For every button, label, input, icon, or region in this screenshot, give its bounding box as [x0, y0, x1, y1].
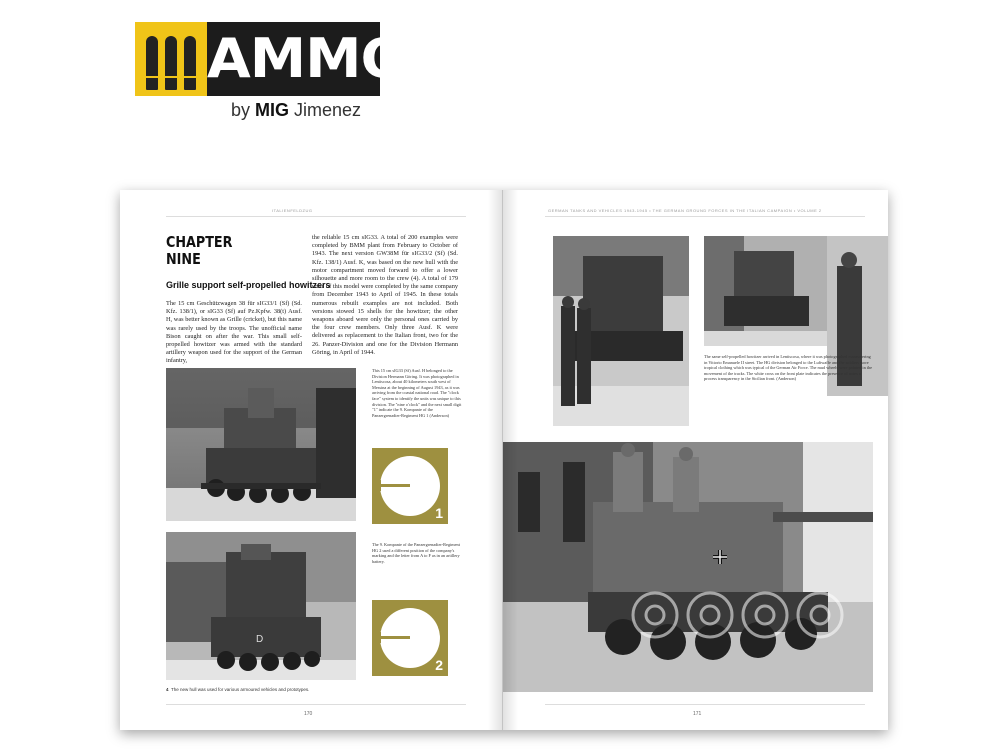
photo-grille-maneuvering	[503, 442, 873, 692]
page-number: 171	[693, 711, 702, 717]
marking-number: 2	[435, 657, 443, 673]
clock-hand	[380, 636, 410, 639]
photo-crew-with-grille	[553, 236, 689, 426]
clock-hand	[380, 484, 410, 487]
body-text-col2: the reliable 15 cm sIG33. A total of 200 examples were completed by BMM plant from February to October of 1943. The next version GW38M für sIG33/2 (Sf) (Sd. Kfz. 138/1) Ausf. K, was based on the new hull with the motor compartment moved forward to offer a lower silhouette and more room to the crew (4). A total of 179 units of this model were completed by the same company from December 1943 to April of 1945. In these totals numerous rebuilt examples are not included. Both versions stowed 15 shells for the howitzer; the other weapons aboard were only the personal ones carried by the four crew members. Only three Ausf. K were delivered as replacement to the Italian front, two for the 26. Panzer-Division and one for the Division Hermann Göring, in April of 1944.	[312, 234, 458, 356]
logo-byline: by MIG Jimenez	[231, 100, 362, 120]
svg-text:D: D	[256, 634, 264, 645]
section-heading: Grille support self-propelled howitzers	[166, 280, 331, 290]
book-spread	[120, 190, 888, 730]
running-head: GERMAN TANKS AND VEHICLES 1943-1945 • THE GERMAN GROUND FORCES IN THE ITALIAN CAMPAIGN • VOLUME 2	[548, 208, 822, 213]
ammo-logo	[135, 22, 408, 122]
footer-rule	[166, 704, 466, 705]
bullet-icon	[165, 36, 177, 90]
photo-grille-rear	[166, 532, 356, 680]
photo1-caption: This 15 cm sIG33 (Sf) Ausf. H belonged to the Division Hermann Göring. It was photographed in Lentiscosa, about 40 kilometers south west of Messina at the beginning of August 1943, as it was arriving from the coastal national road. The "clock face" system to identify the units was unique to this division. The "nine o'clock" and the next small digit "1" indicate the 9. Kompanie of the Panzergrenadier-Regiment HG 1 (Anderson)	[372, 368, 462, 418]
bullet-icon	[146, 36, 158, 90]
photo2-caption: The 9. Kompanie of the Panzergrenadier-Regiment HG 2 used a different position of the company's marking and the letter from A to F as in an artillery battery.	[372, 542, 460, 564]
photo-image	[704, 236, 827, 346]
header-rule	[545, 216, 865, 217]
footnote: 4 The new hull was used for various armoured vehicles and prototypes.	[166, 687, 310, 692]
footer-rule	[545, 704, 865, 705]
photo-grille-lentiscosa	[166, 368, 356, 521]
division-marking-1	[372, 448, 448, 524]
chapter-title: CHAPTER NINE	[166, 233, 233, 268]
right-page	[503, 190, 888, 730]
body-text-col1: The 15 cm Geschützwagen 38 für sIG33/1 (Sf) (Sd. Kfz. 138/1), or sIG33 (Sf) auf Pz.Kpfw. 38(t) Ausf. H, was better known as Grille (cricket), but this name was rarely used by the troops. The unofficial name Bison caught on after the war. This small self-propelled howitzer was armed with the standard artillery weapon used for the support of the German infantry,	[166, 300, 302, 365]
photo-image	[503, 442, 873, 692]
running-head: ITALIENFELDZUG	[272, 208, 313, 213]
photo-grille-street	[704, 236, 827, 346]
logo-bullets-panel	[135, 22, 207, 96]
photo-image	[553, 236, 689, 426]
marking-number: 1	[435, 505, 443, 521]
page-number: 170	[304, 711, 313, 717]
header-rule	[166, 216, 466, 217]
bullet-icon	[184, 36, 196, 90]
photo-image	[166, 532, 356, 680]
right-photo-caption: The same self-propelled howitzer arrived in Lentiscosa, where it was photographed maneuvering in Vittorio Emanuele II street. The HG division belonged to the Luftwaffe and the soldiers wore tropical clothing which was typical of the German Air Force. The mud wheels were painted in the movement of the tracks. The white cross on the front plate indicates the presence of notes a process transparency in the Sicilian front. (Anderson)	[704, 354, 873, 382]
photo-image	[166, 368, 356, 521]
division-marking-2	[372, 600, 448, 676]
logo-wordmark: AMMO	[206, 27, 408, 90]
left-page	[120, 190, 503, 730]
